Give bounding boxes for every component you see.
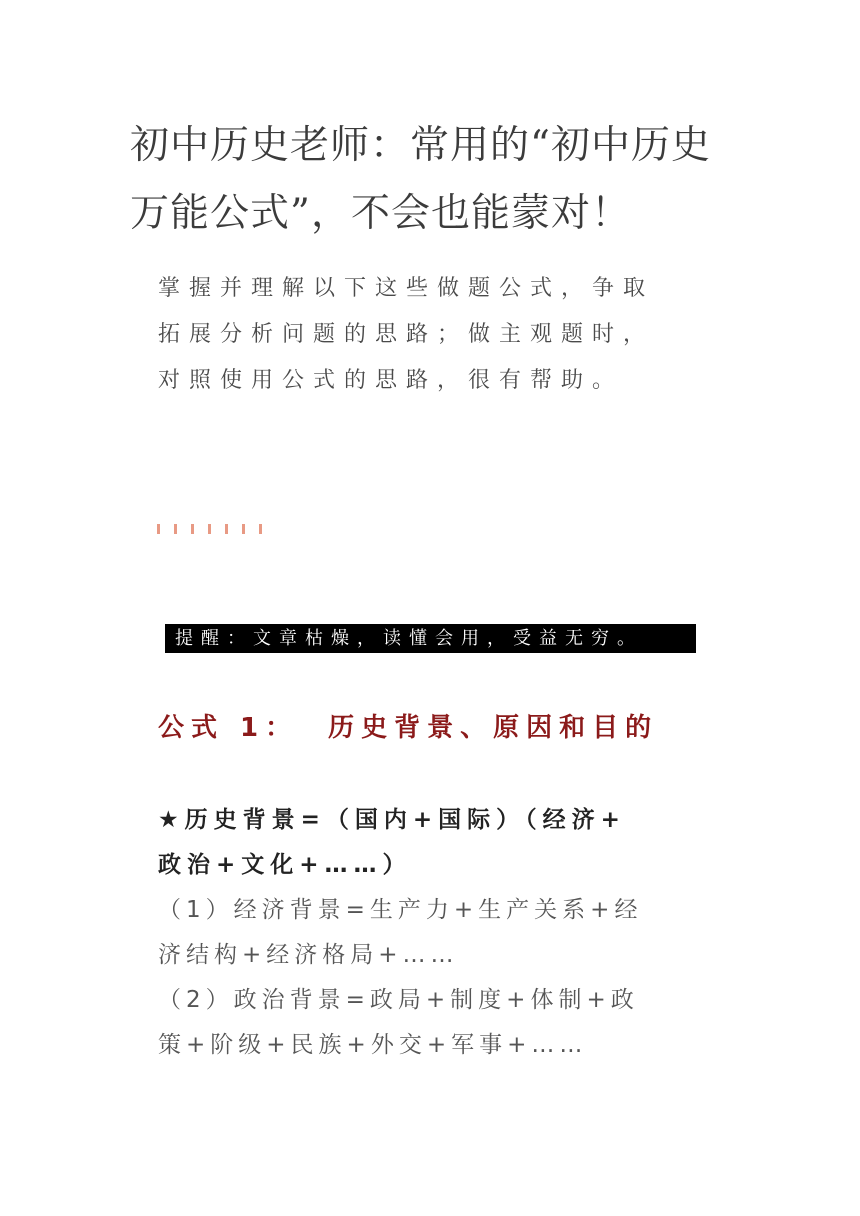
title-line-1: 初中历史老师：常用的“初中历史 [130,123,711,168]
intro-paragraph [158,266,718,404]
political-background-line-1: （2）政治背景=政局+制度+体制+政 [158,987,639,1013]
dash-mark [157,524,160,534]
intro-line-3: 对照使用公式的思路，很有帮助。 [158,368,624,393]
intro-line-1: 掌握并理解以下这些做题公式，争取 [158,276,655,301]
political-background-line-2: 策+阶级+民族+外交+军事+…… [158,1032,588,1058]
dash-mark [242,524,245,534]
formula-number: 公式 1： [158,713,299,743]
article-title [130,112,750,248]
dash-mark [191,524,194,534]
background-formula [158,798,718,888]
dash-mark [174,524,177,534]
background-formula-line-1: ★历史背景=（国内+国际）（经济+ [158,807,626,833]
intro-line-2: 拓展分析问题的思路；做主观题时， [158,322,655,347]
economic-background-line-2: 济结构+经济格局+…… [158,942,459,968]
title-line-2: 万能公式”，不会也能蒙对！ [130,191,631,236]
economic-background-line-1: （1）经济背景=生产力+生产关系+经 [158,897,643,923]
dash-mark [259,524,262,534]
dash-mark [225,524,228,534]
reminder-banner: 提醒：文章枯燥，读懂会用，受益无穷。 [165,624,696,653]
formula-1-heading [158,708,658,748]
background-details [158,888,718,1068]
formula-title: 历史背景、原因和目的 [328,713,659,743]
decorative-dash-divider [157,524,262,534]
dash-mark [208,524,211,534]
background-formula-line-2: 政治+文化+……） [158,852,412,878]
